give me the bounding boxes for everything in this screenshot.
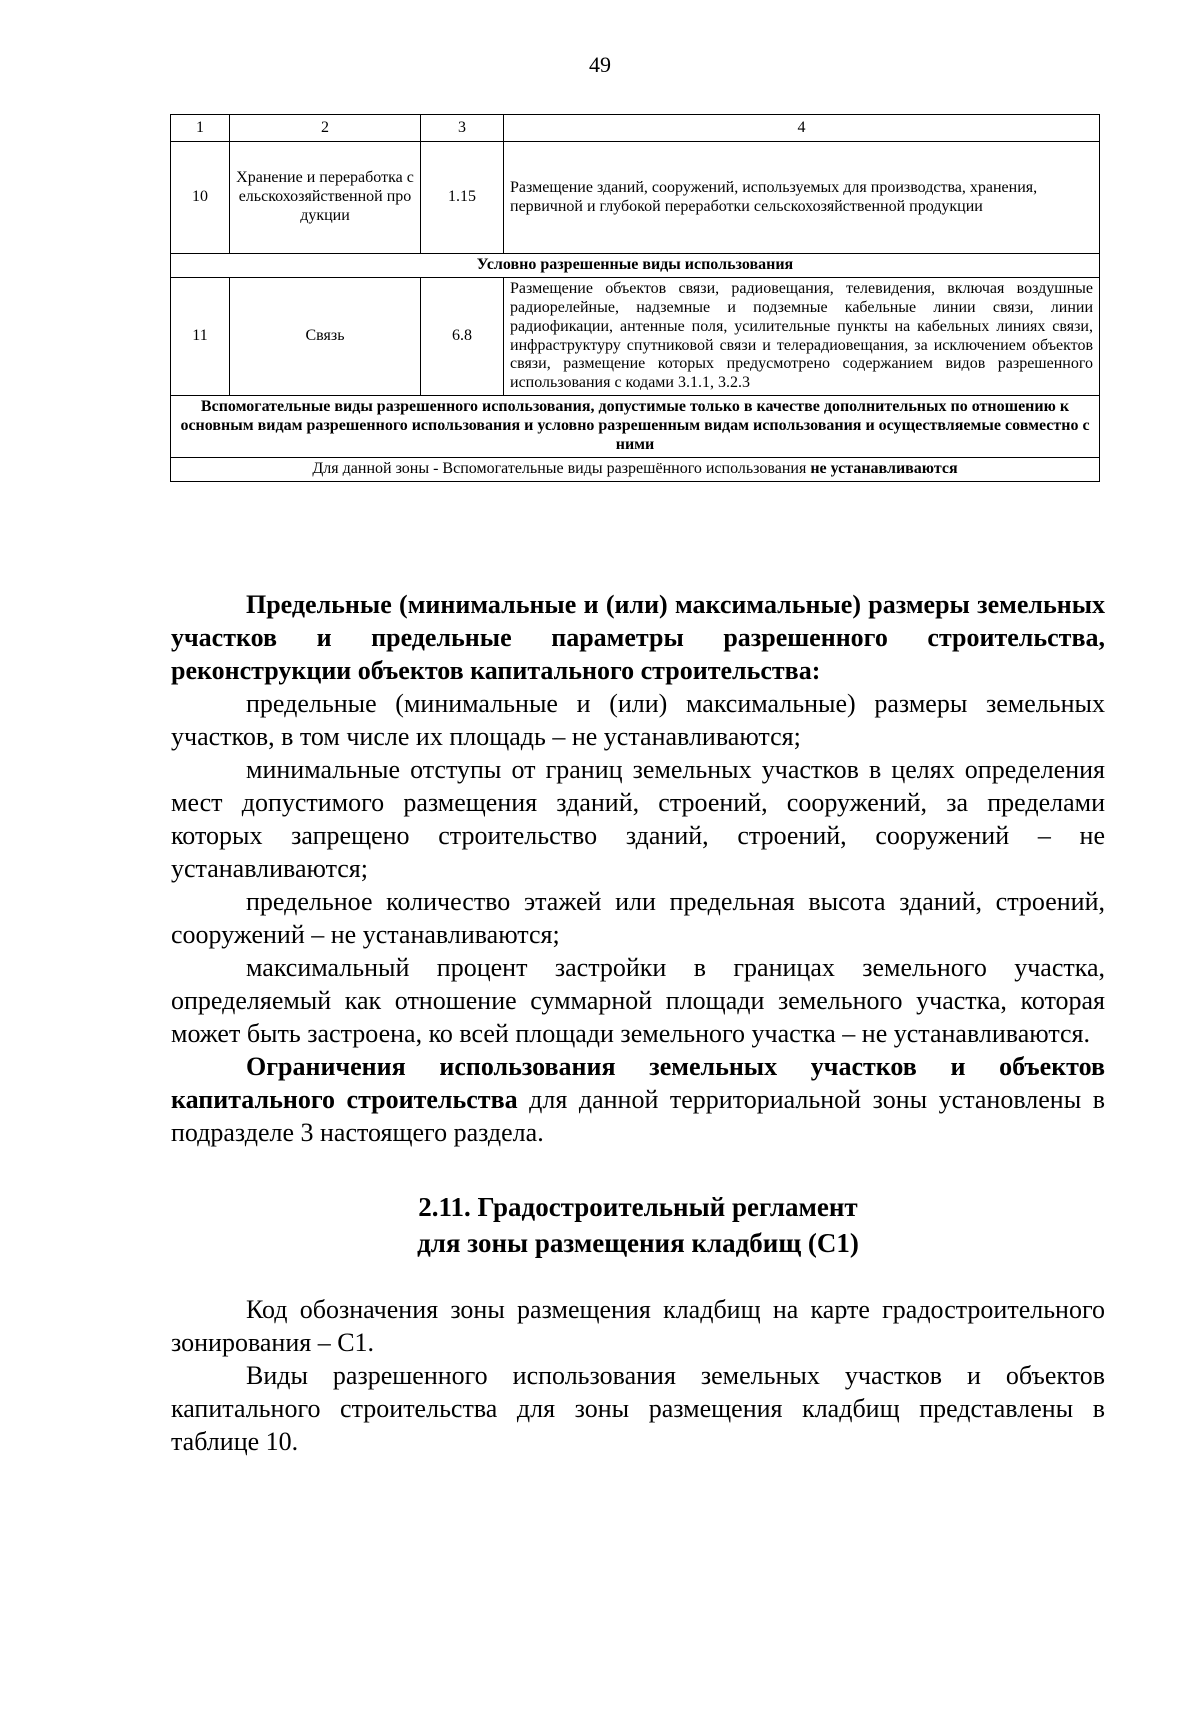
column-number: 2 <box>230 115 421 142</box>
land-use-table <box>170 114 1100 482</box>
use-name: Хранение и переработка сельскохозяйственной продукции <box>230 142 421 254</box>
restrictions-rest: для данной территориальной зоны установлены в подразделе 3 настоящего раздела. <box>171 1085 1105 1147</box>
section-paragraph: Код обозначения зоны размещения кладбищ на карте градостроительного зонирования – С1. <box>171 1295 1105 1357</box>
limits-paragraph: минимальные отступы от границ земельных участков в целях определения мест допустимого размещения зданий, строений, сооружений, за пределами которых запрещено строительство зданий, строений, сооружений – не устанавливаются; <box>171 755 1105 883</box>
row-number: 11 <box>171 277 230 395</box>
restrictions-paragraph <box>171 1050 1105 1149</box>
column-number: 3 <box>421 115 504 142</box>
column-number: 1 <box>171 115 230 142</box>
conditional-uses-header-row <box>171 254 1100 278</box>
use-code: 6.8 <box>421 277 504 395</box>
limits-paragraph: предельные (минимальные и (или) максимальные) размеры земельных участков, в том числе их площадь – не устанавливаются; <box>171 689 1105 751</box>
restrictions-bold: Ограничения использования земельных участков и объектов капитального строительства <box>171 1052 1105 1114</box>
table-row <box>171 142 1100 254</box>
section-title <box>171 1189 1105 1261</box>
section-title-line: 2.11. Градостроительный регламент <box>418 1192 858 1222</box>
auxiliary-note-text: Для данной зоны - Вспомогательные виды разрешённого использования <box>312 459 811 477</box>
limits-heading: Предельные (минимальные и (или) максимальные) размеры земельных участков и предельные параметры разрешенного строительства, реконструкции объектов капитального строительства: <box>171 590 1105 685</box>
document-body <box>171 588 1105 1458</box>
column-number-row <box>171 115 1100 142</box>
auxiliary-note <box>171 457 1100 481</box>
section-paragraph: Виды разрешенного использования земельных участков и объектов капитального строительства для зоны размещения кладбищ представлены в таблице 10. <box>171 1361 1105 1456</box>
column-number: 4 <box>504 115 1100 142</box>
use-description: Размещение объектов связи, радиовещания, телевидения, включая воздушные радиорелейные, надземные и подземные кабельные линии связи, линии радиофикации, антенные поля, усилительные пункты на кабельных линиях связи, инфраструктуру спутниковой связи и телерадиовещания, за исключением объектов связи, размещение которых предусмотрено содержанием видов разрешенного использования с кодами 3.1.1, 3.2.3 <box>504 277 1100 395</box>
use-description: Размещение зданий, сооружений, используемых для производства, хранения, первичной и глубокой переработки сельскохозяйственной продукции <box>504 142 1100 254</box>
use-code: 1.15 <box>421 142 504 254</box>
auxiliary-uses-header-row <box>171 396 1100 458</box>
conditional-uses-header: Условно разрешенные виды использования <box>171 254 1100 278</box>
table-row <box>171 277 1100 395</box>
use-name: Связь <box>230 277 421 395</box>
limits-paragraph: максимальный процент застройки в границах земельного участка, определяемый как отношение суммарной площади земельного участка, которая может быть застроена, ко всей площади земельного участка – не устанавливаются. <box>171 953 1105 1048</box>
auxiliary-note-emphasis: не устанавливаются <box>810 459 958 477</box>
page-number: 49 <box>589 52 611 77</box>
auxiliary-uses-header: Вспомогательные виды разрешенного использования, допустимые только в качестве дополнительных по отношению к основным видам разрешенного использования и условно разрешенным видам использования и осуществляемые совместно с ними <box>171 396 1100 458</box>
limits-paragraph: предельное количество этажей или предельная высота зданий, строений, сооружений – не устанавливаются; <box>171 887 1105 949</box>
section-title-line: для зоны размещения кладбищ (С1) <box>417 1228 859 1258</box>
row-number: 10 <box>171 142 230 254</box>
auxiliary-note-row <box>171 457 1100 481</box>
